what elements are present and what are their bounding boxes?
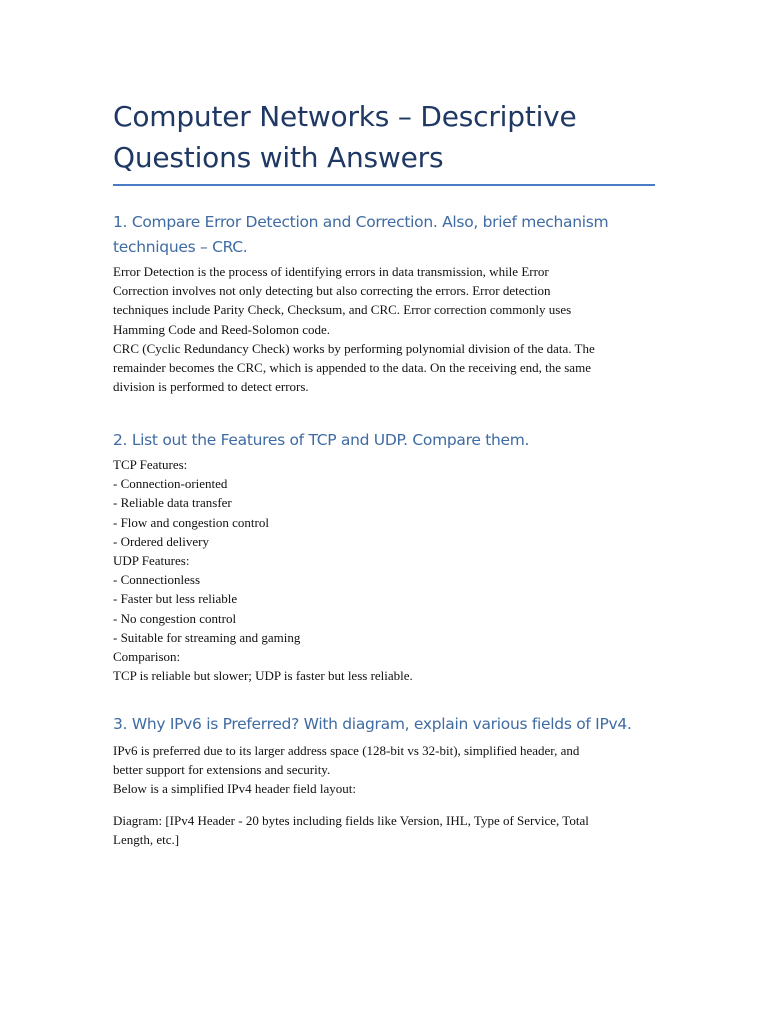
answer-1-line: techniques include Parity Check, Checksum, and CRC. Error correction commonly uses bbox=[113, 302, 572, 318]
answer-2-line: - Faster but less reliable bbox=[113, 591, 238, 607]
document-title-line-2: Questions with Answers bbox=[113, 141, 444, 174]
answer-2-line: - Ordered delivery bbox=[113, 533, 210, 549]
answer-2-line: - Connection-oriented bbox=[113, 476, 228, 492]
answer-2-line: - Suitable for streaming and gaming bbox=[113, 629, 301, 645]
question-heading-3-line-1: 3. Why IPv6 is Preferred? With diagram, explain various fields of IPv4. bbox=[113, 715, 632, 733]
question-heading-2-line-1: 2. List out the Features of TCP and UDP. Compare them. bbox=[113, 431, 530, 449]
document-page bbox=[113, 96, 657, 847]
question-heading-1-line-1: 1. Compare Error Detection and Correction. Also, brief mechanism bbox=[113, 213, 609, 231]
title-underline-rule bbox=[113, 184, 655, 186]
answer-2-line: Comparison: bbox=[113, 649, 181, 665]
answer-1-line: Correction involves not only detecting but also correcting the errors. Error detection bbox=[113, 283, 551, 299]
answer-1-line: Error Detection is the process of identifying errors in data transmission, while Error bbox=[113, 264, 549, 279]
answer-body-1 bbox=[113, 262, 657, 396]
answer-3-line: better support for extensions and security. bbox=[113, 762, 331, 778]
document-title-line-1: Computer Networks – Descriptive bbox=[113, 100, 577, 133]
answer-3-line: IPv6 is preferred due to its larger address space (128-bit vs 32-bit), simplified header, and bbox=[113, 743, 580, 758]
question-section-1 bbox=[113, 210, 657, 396]
answer-3-line: Below is a simplified IPv4 header field layout: bbox=[113, 781, 356, 797]
question-heading-2 bbox=[113, 428, 657, 453]
answer-2-line: UDP Features: bbox=[113, 553, 190, 569]
question-section-2 bbox=[113, 428, 657, 685]
question-section-3 bbox=[113, 712, 657, 849]
answer-body-2 bbox=[113, 455, 657, 685]
answer-2-line: TCP Features: bbox=[113, 457, 188, 472]
answer-1-line: Hamming Code and Reed-Solomon code. bbox=[113, 321, 330, 337]
question-heading-1-line-2: techniques – CRC. bbox=[113, 238, 248, 256]
document-title bbox=[113, 96, 657, 178]
answer-2-line: - Reliable data transfer bbox=[113, 495, 232, 511]
answer-2-line: - Flow and congestion control bbox=[113, 514, 269, 530]
answer-2-line: - No congestion control bbox=[113, 610, 237, 626]
question-heading-3 bbox=[113, 712, 657, 737]
answer-2-line: - Connectionless bbox=[113, 572, 201, 588]
answer-1-line: division is performed to detect errors. bbox=[113, 379, 309, 395]
diagram-caption-line: Diagram: [IPv4 Header - 20 bytes including fields like Version, IHL, Type of Service, Total bbox=[113, 812, 589, 828]
answer-body-3 bbox=[113, 741, 657, 849]
answer-1-line: CRC (Cyclic Redundancy Check) works by performing polynomial division of the data. The bbox=[113, 340, 595, 356]
answer-1-line: remainder becomes the CRC, which is appended to the data. On the receiving end, the same bbox=[113, 360, 591, 376]
question-heading-1 bbox=[113, 210, 657, 260]
answer-2-line: TCP is reliable but slower; UDP is faster but less reliable. bbox=[113, 668, 413, 684]
paragraph-spacer bbox=[113, 799, 657, 811]
diagram-caption-line: Length, etc.] bbox=[113, 831, 180, 847]
